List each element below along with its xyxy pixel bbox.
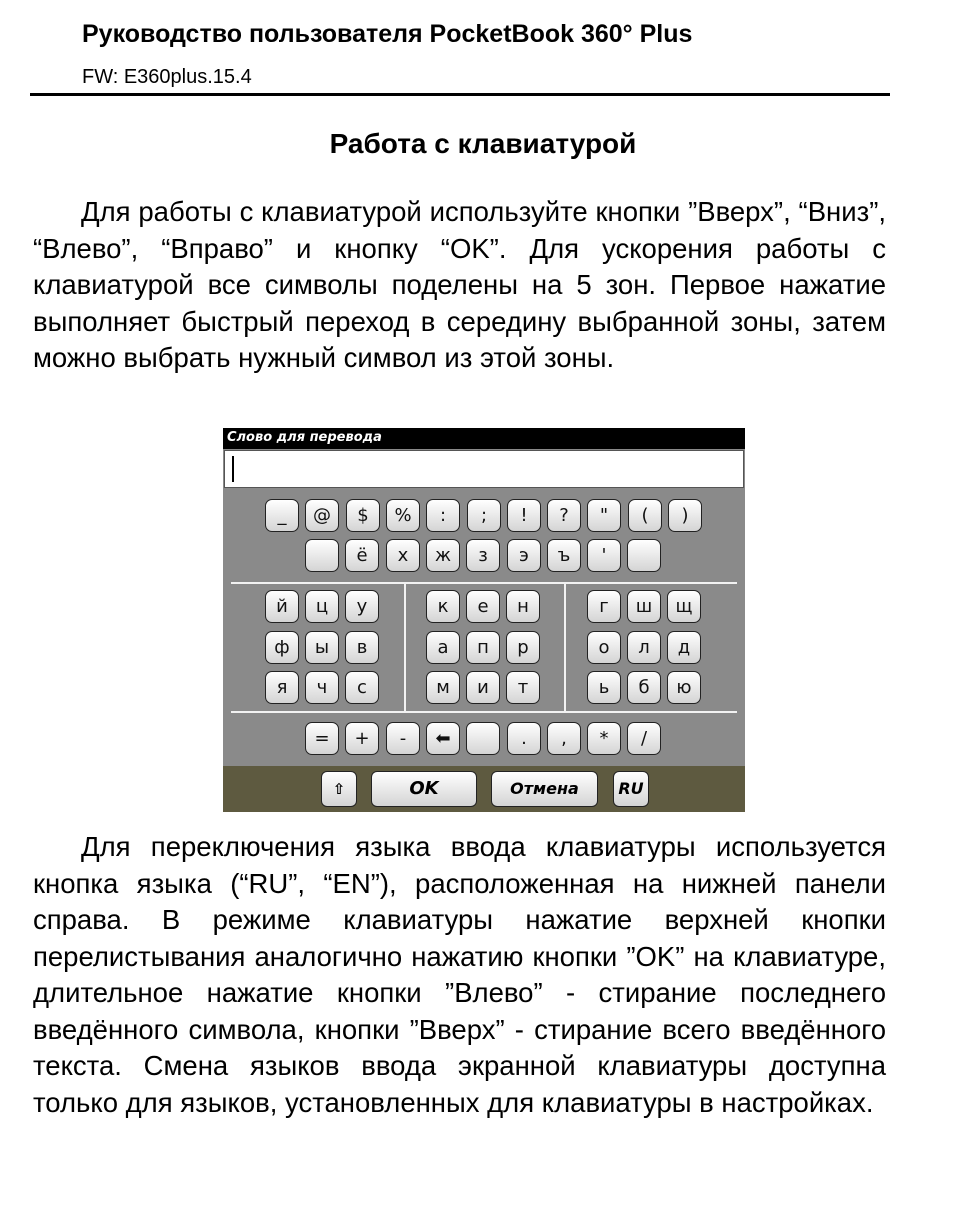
key-r3-6[interactable]: н: [506, 590, 540, 623]
key-r5-4[interactable]: м: [426, 671, 460, 704]
keyboard-titlebar: [223, 428, 745, 449]
cancel-button[interactable]: Отмена: [491, 771, 598, 807]
key-r1-4[interactable]: %: [386, 499, 420, 532]
key-r6-6[interactable]: .: [507, 722, 541, 755]
key-r5-3[interactable]: с: [345, 671, 379, 704]
key-r5-9[interactable]: ю: [667, 671, 701, 704]
header-firmware: FW: E360plus.15.4: [82, 66, 252, 88]
key-r5-2[interactable]: ч: [305, 671, 339, 704]
key-r4-1[interactable]: ф: [265, 631, 299, 664]
key-r1-5[interactable]: :: [426, 499, 460, 532]
header-title: Руководство пользователя PocketBook 360° Plus: [82, 20, 693, 48]
language-button[interactable]: RU: [613, 771, 649, 807]
key-r2-9[interactable]: [627, 539, 661, 572]
key-r2-3[interactable]: х: [386, 539, 420, 572]
key-r1-1[interactable]: _: [265, 499, 299, 532]
zone-divider-bottom: [231, 711, 737, 713]
key-r2-2[interactable]: ё: [345, 539, 379, 572]
key-r4-6[interactable]: р: [506, 631, 540, 664]
key-r3-8[interactable]: ш: [627, 590, 661, 623]
key-r5-6[interactable]: т: [506, 671, 540, 704]
key-r2-8[interactable]: ': [587, 539, 621, 572]
section-title: Работа с клавиатурой: [329, 128, 637, 159]
key-r5-1[interactable]: я: [265, 671, 299, 704]
paragraph-language-switch: Для переключения языка ввода клавиатуры используется кнопка языка (“RU”, “EN”), расположенная на нижней панели справа. В режиме клавиатуры нажатие верхней кнопки перелистывания аналогично нажатию кнопки ”OK” на клавиатуре, длительное нажатие кнопки ”Влево” - стирание последнего введённого символа, кнопки ”Вверх” - стирание всего введённого текста. Смена языков ввода экранной клавиатуры доступна только для языков, установленных для клавиатуры в настройках.: [33, 831, 886, 1118]
key-r2-5[interactable]: з: [466, 539, 500, 572]
key-r6-7[interactable]: ,: [547, 722, 581, 755]
key-r3-4[interactable]: к: [426, 590, 460, 623]
key-r6-4[interactable]: ⬅: [426, 722, 460, 755]
zone-divider-left: [404, 584, 406, 711]
keyboard-bottom-bar: [223, 766, 745, 812]
key-r5-5[interactable]: и: [466, 671, 500, 704]
key-r2-4[interactable]: ж: [426, 539, 460, 572]
key-r1-3[interactable]: $: [346, 499, 380, 532]
header-divider: [30, 93, 890, 96]
key-r6-8[interactable]: *: [587, 722, 621, 755]
key-r2-1[interactable]: [305, 539, 339, 572]
key-r4-8[interactable]: л: [627, 631, 661, 664]
shift-icon: ⇧: [332, 780, 346, 798]
key-r6-3[interactable]: -: [386, 722, 420, 755]
keyboard-title: Слово для перевода: [227, 430, 382, 445]
key-r1-9[interactable]: ": [587, 499, 621, 532]
key-r3-5[interactable]: е: [466, 590, 500, 623]
key-r4-3[interactable]: в: [345, 631, 379, 664]
key-r1-11[interactable]: ): [668, 499, 702, 532]
key-r3-7[interactable]: г: [587, 590, 621, 623]
text-caret: [232, 456, 234, 482]
key-r4-5[interactable]: п: [466, 631, 500, 664]
key-r4-9[interactable]: д: [667, 631, 701, 664]
key-r2-7[interactable]: ъ: [547, 539, 581, 572]
word-input[interactable]: [224, 450, 744, 488]
zone-divider-top: [231, 582, 737, 584]
key-r1-8[interactable]: ?: [547, 499, 581, 532]
ok-button[interactable]: OK: [371, 771, 477, 807]
key-r3-3[interactable]: у: [345, 590, 379, 623]
key-r1-10[interactable]: (: [628, 499, 662, 532]
key-r6-2[interactable]: +: [345, 722, 379, 755]
key-r6-9[interactable]: /: [627, 722, 661, 755]
key-r3-1[interactable]: й: [265, 590, 299, 623]
key-r5-8[interactable]: б: [627, 671, 661, 704]
shift-button[interactable]: [321, 771, 357, 807]
keyboard-screenshot: [223, 428, 745, 812]
key-r5-7[interactable]: ь: [587, 671, 621, 704]
key-r2-6[interactable]: э: [507, 539, 541, 572]
zone-divider-right: [564, 584, 566, 711]
key-r1-7[interactable]: !: [507, 499, 541, 532]
key-r1-6[interactable]: ;: [467, 499, 501, 532]
key-r6-5[interactable]: [466, 722, 500, 755]
key-r6-1[interactable]: =: [305, 722, 339, 755]
paragraph-keyboard-usage: Для работы с клавиатурой используйте кнопки ”Вверх”, “Вниз”, “Влево”, “Вправо” и кнопку “OK”. Для ускорения работы с клавиатурой все символы поделены на 5 зон. Первое нажатие выполняет быстрый переход в середину выбранной зоны, затем можно выбрать нужный символ из этой зоны.: [33, 196, 886, 373]
key-r4-4[interactable]: а: [426, 631, 460, 664]
key-r4-2[interactable]: ы: [305, 631, 339, 664]
key-r3-2[interactable]: ц: [305, 590, 339, 623]
key-r3-9[interactable]: щ: [667, 590, 701, 623]
key-r4-7[interactable]: о: [587, 631, 621, 664]
key-r1-2[interactable]: @: [305, 499, 339, 532]
